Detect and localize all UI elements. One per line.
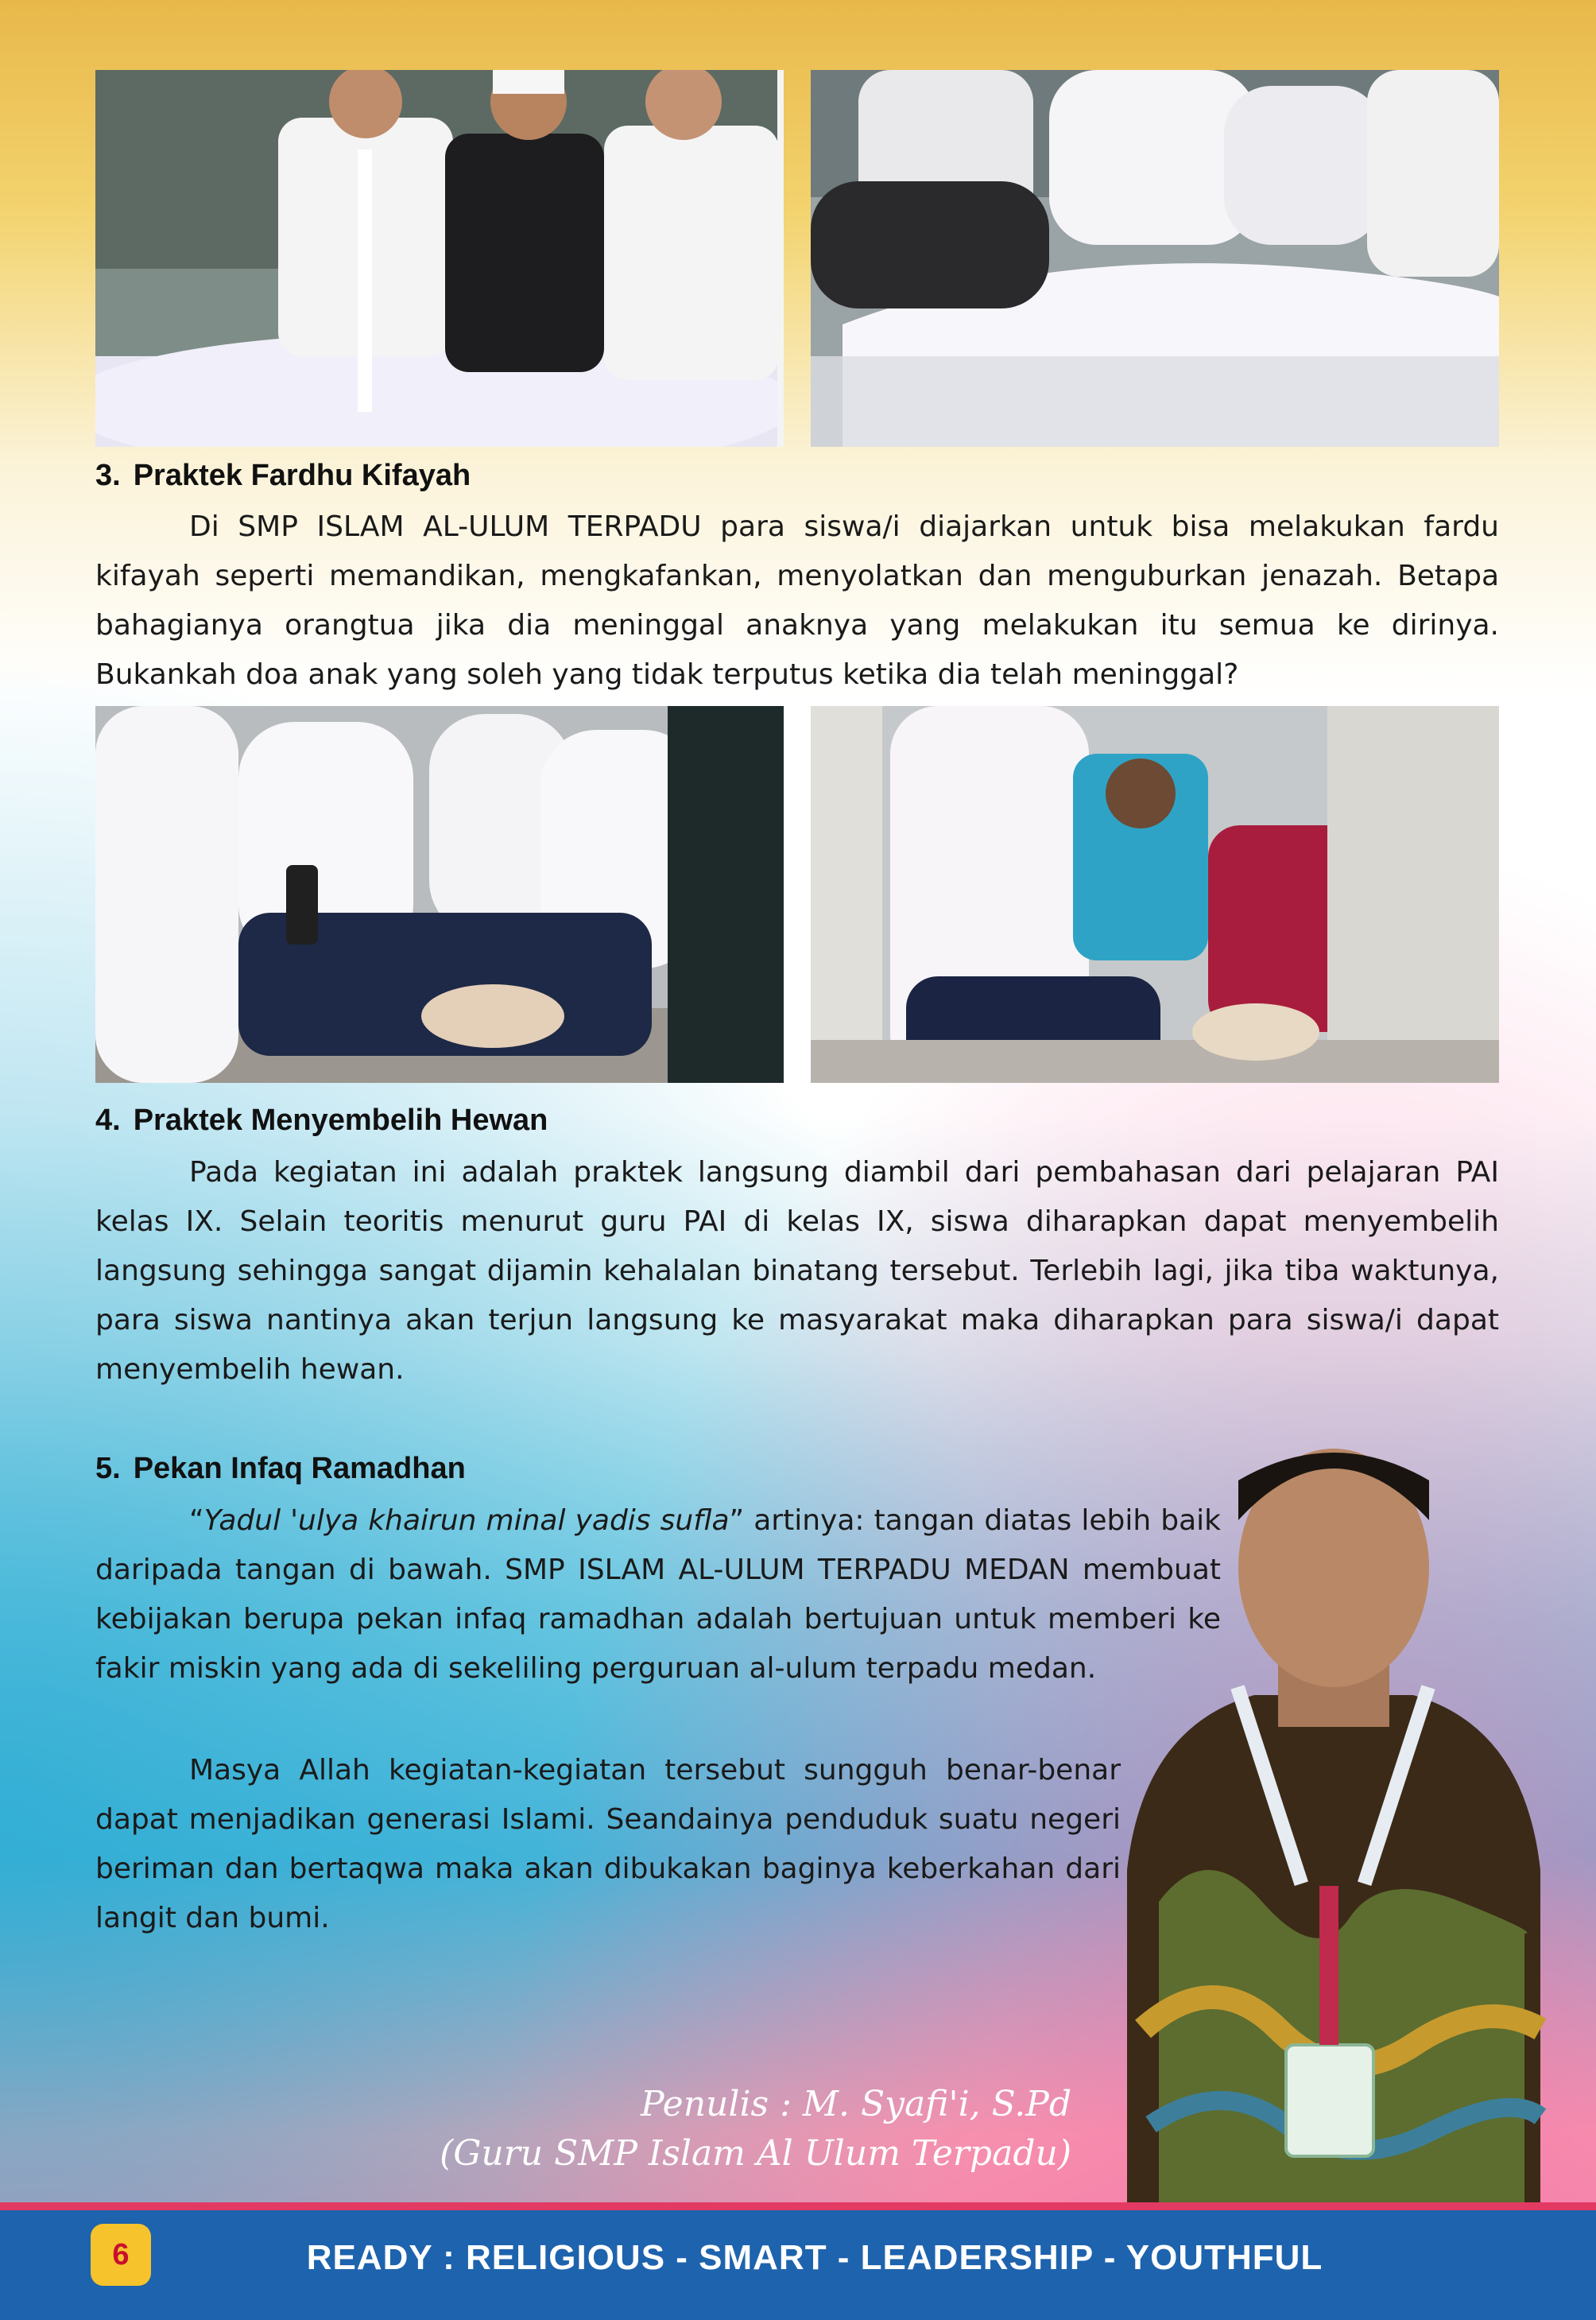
section-4-title: Praktek Menyembelih Hewan — [133, 1104, 548, 1137]
section-4-body: Pada kegiatan ini adalah praktek langsung diambil dari pembahasan dari pelajaran PAI kelas IX. Selain teoritis menurut guru PAI di kelas IX, siswa diharapkan dapat menyembelih langsung sehingga sangat dijamin kehalalan binatang tersebut. Terlebih lagi, jika tiba waktunya, para siswa nantinya akan terjun langsung ke masyarakat maka diharapkan para siswa/i dapat menyembelih hewan. — [95, 1156, 1499, 1386]
photo-fardhu-kifayah-2 — [811, 70, 1499, 447]
section-4-heading — [95, 1104, 548, 1138]
quote-close-mark: ” — [729, 1504, 745, 1537]
photo-menyembelih-1 — [95, 706, 784, 1083]
section-5-heading — [95, 1452, 466, 1486]
section-5-body — [95, 1496, 1221, 1693]
footer-motto: READY : RELIGIOUS - SMART - LEADERSHIP - YOUTHFUL — [306, 2238, 1323, 2277]
section-4-number: 4. — [95, 1104, 121, 1137]
section-3-number: 3. — [95, 459, 121, 492]
author-credit — [440, 2080, 1071, 2178]
photo-fardhu-kifayah-1-image — [95, 70, 784, 447]
closing-paragraph: Masya Allah kegiatan-kegiatan tersebut sungguh benar-benar dapat menjadikan generasi Islami. Seandainya penduduk suatu negeri beriman dan bertaqwa maka akan dibukakan baginya keberkahan dari langit dan bumi. — [95, 1754, 1121, 1934]
section-3-heading — [95, 459, 471, 493]
section-5-body-text: artinya: tangan diatas lebih baik daripada tangan di bawah. SMP ISLAM AL-ULUM TERPADU MEDAN membuat kebijakan berupa pekan infaq ramadhan adalah bertujuan untuk memberi ke fakir miskin yang ada di sekeliling perguruan al-ulum terpadu medan. — [95, 1504, 1221, 1685]
page-number: 6 — [91, 2224, 151, 2286]
author-role: (Guru SMP Islam Al Ulum Terpadu) — [440, 2133, 1071, 2174]
photo-fardhu-kifayah-2-image — [811, 70, 1499, 447]
quote-open-mark: “ — [189, 1504, 204, 1537]
author-photo-image — [1095, 1425, 1572, 2202]
author-name: Penulis : M. Syafi'i, S.Pd — [641, 2084, 1071, 2124]
section-5-title: Pekan Infaq Ramadhan — [133, 1452, 466, 1485]
author-photo — [1095, 1425, 1572, 2202]
arabic-quote: Yadul 'ulya khairun minal yadis sufla — [203, 1504, 730, 1537]
section-5-number: 5. — [95, 1452, 121, 1485]
photo-fardhu-kifayah-1 — [95, 70, 784, 447]
section-3-body: Di SMP ISLAM AL-ULUM TERPADU para siswa/i diajarkan untuk bisa melakukan fardu kifayah seperti memandikan, mengkafankan, menyolatkan dan menguburkan jenazah. Betapa bahagianya orangtua jika dia meninggal anaknya yang melakukan itu semua ke dirinya. Bukankah doa anak yang soleh yang tidak terputus ketika dia telah meninggal? — [95, 510, 1499, 691]
section-3-title: Praktek Fardhu Kifayah — [133, 459, 471, 492]
footer-stripe — [0, 2202, 1596, 2210]
photo-menyembelih-2 — [811, 706, 1499, 1083]
photo-menyembelih-1-image — [95, 706, 784, 1083]
photo-menyembelih-2-image — [811, 706, 1499, 1083]
